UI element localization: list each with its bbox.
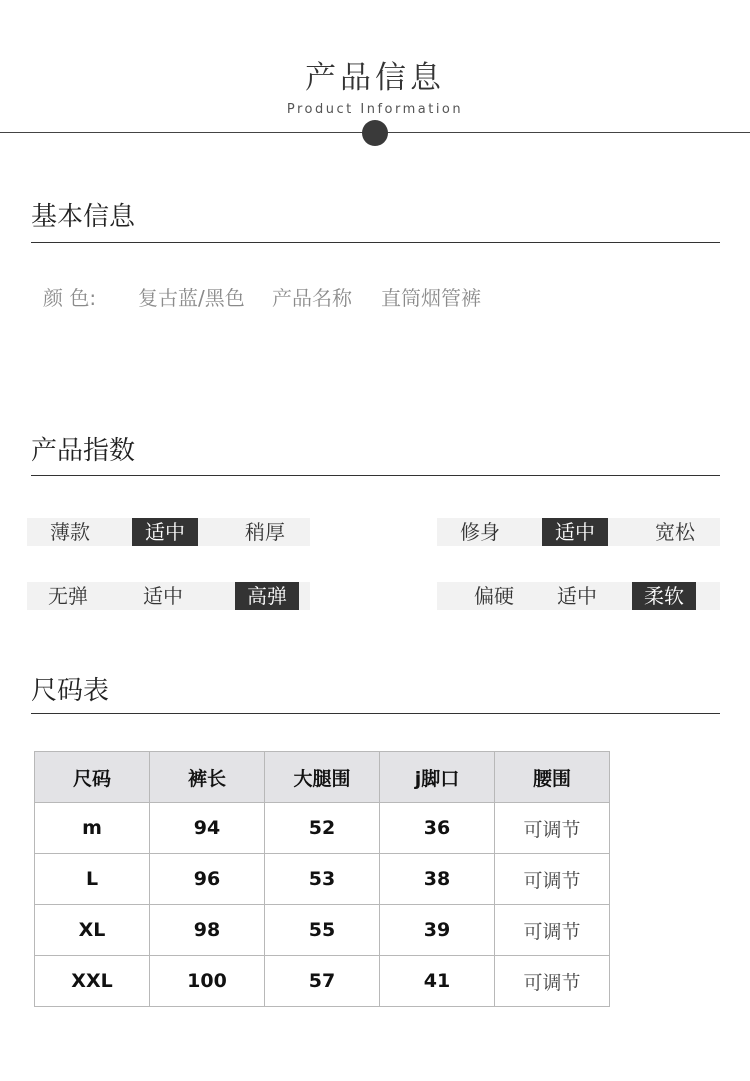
table-row	[35, 956, 610, 1007]
elasticity-option-none: 无弹	[48, 584, 88, 608]
softness-option-soft: 柔软	[632, 582, 696, 610]
cell-length: 100	[150, 956, 265, 1007]
cell-waist: 可调节	[495, 905, 610, 956]
fit-option-regular: 适中	[542, 518, 608, 546]
thickness-option-thick: 稍厚	[245, 520, 285, 544]
thickness-option-medium: 适中	[132, 518, 198, 546]
elasticity-option-medium: 适中	[143, 584, 183, 608]
product-name-label: 产品名称	[272, 286, 352, 310]
column-header-waist: 腰围	[495, 752, 610, 803]
cell-thigh: 52	[265, 803, 380, 854]
table-row	[35, 854, 610, 905]
thickness-option-thin: 薄款	[50, 520, 90, 544]
size-table	[34, 751, 610, 1007]
column-header-hem: j脚口	[380, 752, 495, 803]
cell-size: L	[35, 854, 150, 905]
cell-thigh: 53	[265, 854, 380, 905]
index-divider	[31, 475, 720, 476]
cell-length: 98	[150, 905, 265, 956]
elasticity-scale	[27, 582, 310, 610]
size-table-header-row	[35, 752, 610, 803]
softness-scale	[437, 582, 720, 610]
column-header-length: 裤长	[150, 752, 265, 803]
cell-thigh: 57	[265, 956, 380, 1007]
index-heading: 产品指数	[31, 436, 136, 466]
basic-info-divider	[31, 242, 720, 243]
softness-option-hard: 偏硬	[474, 584, 514, 608]
table-row	[35, 803, 610, 854]
page-title: 产品信息	[305, 60, 445, 96]
cell-size: XXL	[35, 956, 150, 1007]
column-header-size: 尺码	[35, 752, 150, 803]
thickness-scale	[27, 518, 310, 546]
fit-scale	[437, 518, 720, 546]
header-dot-ornament	[362, 120, 388, 146]
product-name-value: 直筒烟管裤	[381, 286, 481, 310]
page-subtitle: Product Information	[286, 102, 464, 117]
cell-waist: 可调节	[495, 803, 610, 854]
cell-hem: 38	[380, 854, 495, 905]
cell-waist: 可调节	[495, 956, 610, 1007]
size-chart-heading: 尺码表	[31, 676, 110, 706]
cell-length: 94	[150, 803, 265, 854]
color-value: 复古蓝/黑色	[138, 286, 245, 310]
column-header-thigh: 大腿围	[265, 752, 380, 803]
fit-option-slim: 修身	[460, 520, 500, 544]
fit-option-loose: 宽松	[655, 520, 695, 544]
cell-hem: 39	[380, 905, 495, 956]
cell-size: m	[35, 803, 150, 854]
color-label: 颜 色:	[43, 286, 97, 310]
table-row	[35, 905, 610, 956]
cell-length: 96	[150, 854, 265, 905]
basic-info-heading: 基本信息	[31, 202, 136, 232]
elasticity-option-high: 高弹	[235, 582, 299, 610]
cell-hem: 41	[380, 956, 495, 1007]
cell-size: XL	[35, 905, 150, 956]
cell-hem: 36	[380, 803, 495, 854]
cell-thigh: 55	[265, 905, 380, 956]
size-chart-divider	[31, 713, 720, 714]
cell-waist: 可调节	[495, 854, 610, 905]
softness-option-medium: 适中	[557, 584, 597, 608]
